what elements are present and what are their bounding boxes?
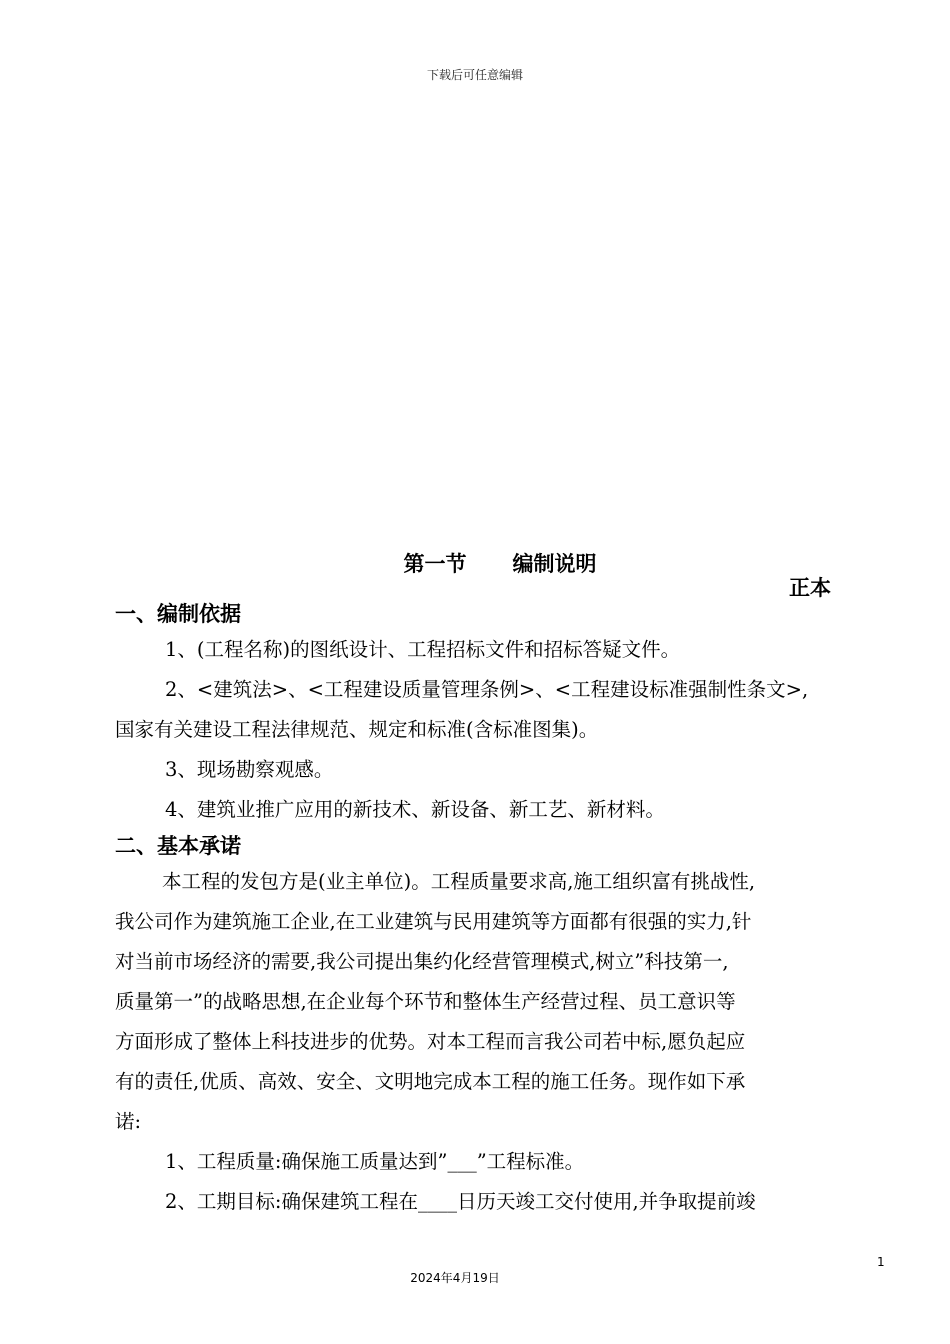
basis-item-1: 1、(工程名称)的图纸设计、工程招标文件和招标答疑文件。	[165, 638, 681, 661]
basis-item-2: 2、<建筑法>、<工程建设质量管理条例>、<工程建设标准强制性条文>,	[165, 678, 809, 701]
commitment-line-1: 本工程的发包方是(业主单位)。工程质量要求高,施工组织富有挑战性,	[162, 870, 756, 893]
basis-item-4: 4、建筑业推广应用的新技术、新设备、新工艺、新材料。	[165, 798, 665, 821]
basis-item-3: 3、现场勘察观感。	[165, 758, 334, 781]
original-copy-label: 正本	[789, 576, 831, 600]
page-number: 1	[877, 1255, 885, 1269]
commitment-line-4: 质量第一”的战略思想,在企业每个环节和整体生产经营过程、员工意识等	[115, 990, 736, 1013]
commitment-item-2: 2、工期目标:确保建筑工程在____日历天竣工交付使用,并争取提前竣	[165, 1190, 756, 1213]
commitment-item-1: 1、工程质量:确保施工质量达到”___”工程标准。	[165, 1150, 585, 1173]
commitment-line-3: 对当前市场经济的需要,我公司提出集约化经营管理模式,树立”科技第一,	[115, 950, 729, 973]
commitment-line-7: 诺:	[115, 1110, 142, 1133]
heading-basis: 一、编制依据	[115, 602, 241, 626]
document-body	[115, 598, 880, 1222]
section-number: 第一节	[403, 552, 467, 576]
page-header: 下载后可任意编辑	[426, 68, 523, 82]
commitment-line-2: 我公司作为建筑施工企业,在工业建筑与民用建筑等方面都有很强的实力,针	[115, 910, 752, 933]
section-name: 编制说明	[512, 552, 597, 576]
page-footer-date: 2024年4月19日	[410, 1271, 500, 1285]
commitment-line-5: 方面形成了整体上科技进步的优势。对本工程而言我公司若中标,愿负起应	[115, 1030, 746, 1053]
commitment-line-6: 有的责任,优质、高效、安全、文明地完成本工程的施工任务。现作如下承	[115, 1070, 746, 1093]
basis-item-2-continued: 国家有关建设工程法律规范、规定和标准(含标准图集)。	[115, 718, 599, 741]
heading-commitment: 二、基本承诺	[115, 834, 241, 858]
